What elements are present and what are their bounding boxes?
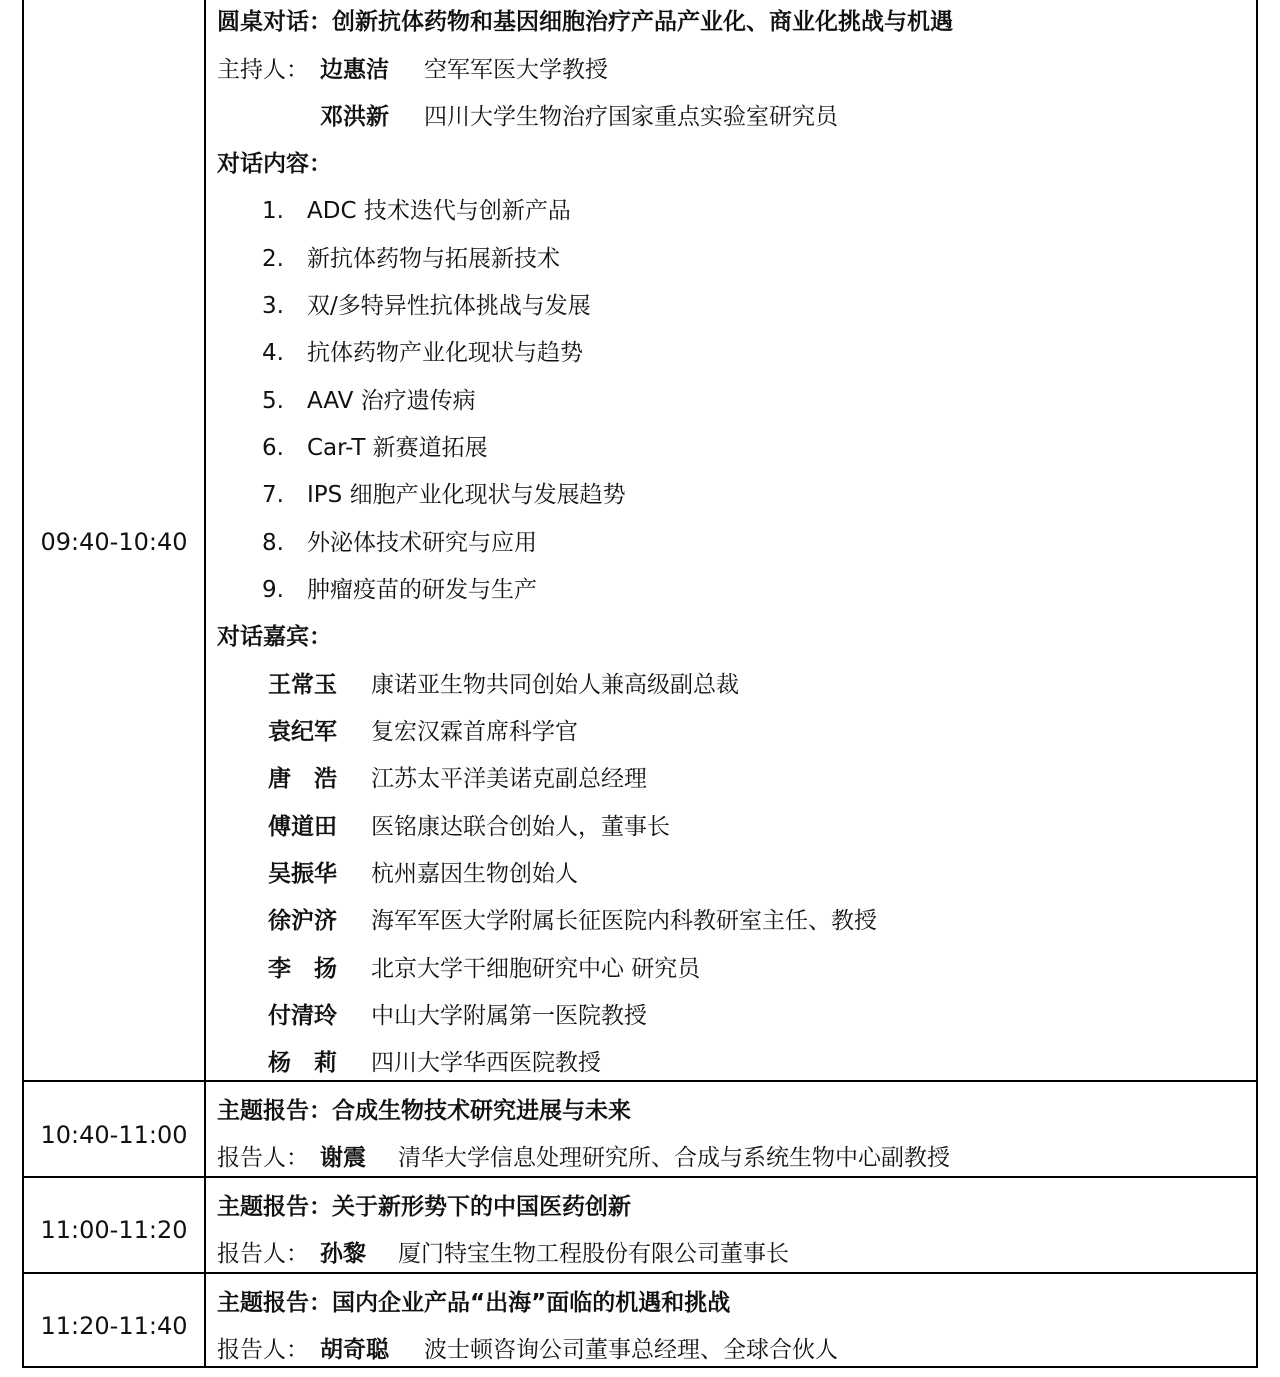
host-name: 边惠洁: [320, 57, 389, 83]
topic-item: Car-T 新赛道拓展: [307, 435, 488, 461]
guest-name: 唐 浩: [268, 766, 337, 792]
speaker-label: 报告人：: [217, 1241, 309, 1267]
guest-name: 李 扬: [268, 956, 337, 982]
guest-name: 袁纪军: [268, 719, 337, 745]
guest-affiliation: 中山大学附属第一医院教授: [371, 1003, 647, 1029]
speaker-affiliation: 波士顿咨询公司董事总经理、全球合伙人: [424, 1337, 838, 1363]
speaker-label: 报告人：: [217, 1337, 309, 1363]
topic-number: 1.: [262, 198, 284, 224]
guest-affiliation: 四川大学华西医院教授: [371, 1050, 601, 1076]
topic-number: 6.: [262, 435, 284, 461]
guest-name: 付清玲: [268, 1003, 337, 1029]
session-time: 09:40-10:40: [40, 528, 188, 556]
session-time: 11:20-11:40: [40, 1312, 188, 1340]
host-name: 邓洪新: [320, 104, 389, 130]
session-time: 11:00-11:20: [40, 1216, 188, 1244]
topic-number: 4.: [262, 340, 284, 366]
session-title: 主题报告：合成生物技术研究进展与未来: [217, 1098, 631, 1124]
guest-affiliation: 海军军医大学附属长征医院内科教研室主任、教授: [371, 908, 877, 934]
table-column-divider: [204, 0, 206, 1368]
topic-item: 双/多特异性抗体挑战与发展: [307, 293, 591, 319]
row-divider: [22, 1080, 1258, 1082]
guest-name: 杨 莉: [268, 1050, 337, 1076]
topic-item: AAV 治疗遗传病: [307, 388, 476, 414]
host-affiliation: 四川大学生物治疗国家重点实验室研究员: [424, 104, 838, 130]
topic-number: 5.: [262, 388, 284, 414]
guest-affiliation: 复宏汉霖首席科学官: [371, 719, 578, 745]
guest-name: 王常玉: [268, 672, 337, 698]
guest-affiliation: 杭州嘉因生物创始人: [371, 861, 578, 887]
guest-name: 吴振华: [268, 861, 337, 887]
topic-item: IPS 细胞产业化现状与发展趋势: [307, 482, 626, 508]
speaker-name: 谢震: [320, 1145, 366, 1171]
topic-number: 3.: [262, 293, 284, 319]
guest-affiliation: 北京大学干细胞研究中心 研究员: [371, 956, 701, 982]
topic-item: ADC 技术迭代与创新产品: [307, 198, 571, 224]
guest-affiliation: 康诺亚生物共同创始人兼高级副总裁: [371, 672, 739, 698]
session-title: 圆桌对话：创新抗体药物和基因细胞治疗产品产业化、商业化挑战与机遇: [217, 9, 953, 35]
topics-label: 对话内容：: [217, 151, 332, 177]
session-title: 主题报告：国内企业产品“出海”面临的机遇和挑战: [217, 1290, 731, 1316]
table-border-left: [22, 0, 24, 1368]
speaker-affiliation: 厦门特宝生物工程股份有限公司董事长: [398, 1241, 789, 1267]
guest-affiliation: 江苏太平洋美诺克副总经理: [371, 766, 647, 792]
row-divider: [22, 1272, 1258, 1274]
speaker-name: 孙黎: [320, 1241, 366, 1267]
topic-item: 新抗体药物与拓展新技术: [307, 246, 560, 272]
speaker-name: 胡奇聪: [320, 1337, 389, 1363]
session-time: 10:40-11:00: [40, 1121, 188, 1149]
guests-label: 对话嘉宾：: [217, 624, 332, 650]
topic-item: 抗体药物产业化现状与趋势: [307, 340, 583, 366]
topic-item: 外泌体技术研究与应用: [307, 530, 537, 556]
host-label: 主持人：: [217, 57, 309, 83]
table-border-right: [1256, 0, 1258, 1368]
guest-name: 傅道田: [268, 814, 337, 840]
session-title: 主题报告：关于新形势下的中国医药创新: [217, 1194, 631, 1220]
topic-number: 8.: [262, 530, 284, 556]
table-border-bottom: [22, 1366, 1258, 1368]
topic-item: 肿瘤疫苗的研发与生产: [307, 577, 537, 603]
guest-name: 徐沪济: [268, 908, 337, 934]
row-divider: [22, 1176, 1258, 1178]
host-affiliation: 空军军医大学教授: [424, 57, 608, 83]
topic-number: 9.: [262, 577, 284, 603]
topic-number: 2.: [262, 246, 284, 272]
speaker-label: 报告人：: [217, 1145, 309, 1171]
speaker-affiliation: 清华大学信息处理研究所、合成与系统生物中心副教授: [398, 1145, 950, 1171]
guest-affiliation: 医铭康达联合创始人，董事长: [371, 814, 670, 840]
topic-number: 7.: [262, 482, 284, 508]
